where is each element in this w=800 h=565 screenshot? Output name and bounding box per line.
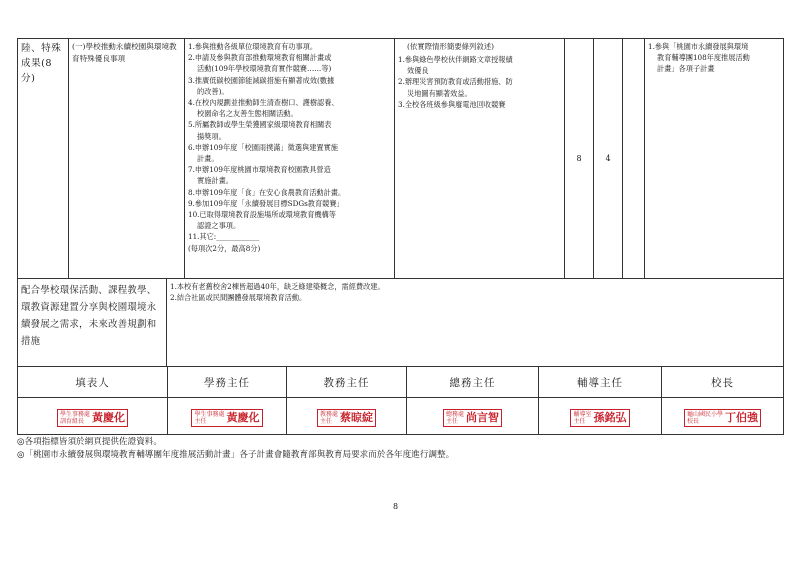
criteria-list bbox=[185, 39, 394, 254]
evidence-title: (依實際情形簡要條列敘述) bbox=[407, 42, 495, 51]
signature-stamp-cell bbox=[18, 398, 168, 435]
evaluation-table bbox=[17, 38, 784, 279]
signature-header-row bbox=[18, 367, 784, 398]
remarks-list bbox=[645, 39, 783, 75]
signature-header: 總務主任 bbox=[407, 367, 539, 398]
evidence-item: 2.辦理災害預防教育或活動措施、防 bbox=[398, 77, 513, 87]
criteria-item: (每項次2分，最高8分) bbox=[188, 243, 261, 253]
signature-header: 填表人 bbox=[18, 367, 168, 398]
signature-stamp-cell bbox=[287, 398, 407, 435]
criteria-item: 10.已取得環境教育設施場所或環境教育機構等 bbox=[188, 210, 336, 220]
criteria-item: 認證之事項。 bbox=[197, 221, 241, 231]
signature-header: 教務主任 bbox=[287, 367, 407, 398]
plan-item: 1.本校有老舊校舍2棟皆超過40年，缺乏綠建築概念，需經費改建。 bbox=[170, 282, 385, 291]
signature-stamp-cell bbox=[662, 398, 784, 435]
evidence-list bbox=[395, 52, 564, 110]
evidence-item: 災地圖有顯著效益。 bbox=[407, 88, 472, 98]
row-label: 陸、特殊成果(8分) bbox=[18, 39, 69, 279]
score-b: 4 bbox=[594, 39, 623, 279]
criteria-item: 1.參與推動各級單位環境教育有功事項。 bbox=[188, 42, 318, 51]
empty-cell bbox=[623, 39, 645, 279]
criteria-item: 7.申辦109年度桃園市環境教育校園教具營造 bbox=[188, 165, 331, 175]
evidence-item: 1.參與綠色學校伙伴網路文章授報績 bbox=[398, 55, 513, 64]
criteria-item: 計畫。 bbox=[197, 154, 219, 164]
criteria-cell bbox=[185, 39, 395, 279]
criteria-item: 2.申請及參與教育部推動環境教育相關計畫或 bbox=[188, 53, 332, 63]
criteria-item: 6.申辦109年度「校園雨撲滿」徵選與建置實施 bbox=[188, 142, 338, 152]
criteria-item: 4.在校內規劃並推動師生清查樹口、護樹認養、 bbox=[188, 98, 339, 108]
signature-stamp-cell bbox=[539, 398, 662, 435]
plan-table bbox=[17, 278, 784, 367]
criteria-item: 實施計畫。 bbox=[197, 176, 233, 186]
signature-table bbox=[17, 366, 784, 435]
plan-label: 配合學校環保活動、課程教學、環教資源建置分享與校園環境永續發展之需求，未來改善規劃和措施 bbox=[18, 279, 167, 367]
seal-stamp: 總務處 主任 尚言智 bbox=[443, 409, 502, 427]
criteria-item: 5.所屬教師或學生榮獲國家級環境教育相關表 bbox=[188, 120, 332, 130]
criteria-item: 8.申辦109年度「食」在安心食農教育活動計畫。 bbox=[188, 187, 346, 197]
notes bbox=[17, 436, 454, 462]
seal-stamp: 教務處 主任 蔡晾綻 bbox=[317, 409, 376, 427]
remarks-cell bbox=[645, 39, 784, 279]
criteria-item: 3.推廣低碳校園節能減碳措施有顯著成效(數據 bbox=[188, 75, 335, 85]
criteria-item: 揚獎項。 bbox=[197, 131, 226, 141]
seal-stamp: 輔導室 主任 孫銘弘 bbox=[570, 409, 629, 427]
remark-item: 1.參與「桃園市永續發展與環境 bbox=[648, 42, 749, 51]
category-cell: (一)學校推動永續校園與環境教育特殊優良事項 bbox=[69, 39, 185, 279]
signature-header: 學務主任 bbox=[168, 367, 287, 398]
criteria-item: 11.其它:____________ bbox=[188, 232, 260, 242]
seal-stamp: 學生事務處 主任 黃慶化 bbox=[191, 409, 262, 427]
criteria-item: 校園命名之友善生態相關活動。 bbox=[197, 109, 298, 119]
plan-list bbox=[167, 279, 783, 303]
remark-item: 教育輔導團108年度推展活動 bbox=[657, 53, 750, 63]
seal-stamp: 學生事務處 訓育組長 黃慶化 bbox=[57, 409, 128, 427]
note-1: ◎各項指標皆須於網頁提供佐證資料。 bbox=[17, 437, 162, 447]
signature-stamp-cell bbox=[168, 398, 287, 435]
signature-stamp-cell bbox=[407, 398, 539, 435]
page-number: 8 bbox=[393, 502, 399, 511]
signature-header: 輔導主任 bbox=[539, 367, 662, 398]
signature-stamp-row bbox=[18, 398, 784, 435]
evidence-cell bbox=[395, 39, 565, 279]
criteria-item: 活動(109年學校環境教育實作競賽……等) bbox=[197, 64, 332, 74]
seal-stamp: 龜山國民小學 校長 丁伯強 bbox=[684, 409, 761, 427]
evidence-item: 效優良 bbox=[407, 66, 429, 76]
remark-item: 計畫」各項子計畫 bbox=[657, 64, 715, 74]
score-a: 8 bbox=[565, 39, 594, 279]
evidence-item: 3.全校各班級參與廢電池回收競賽 bbox=[398, 99, 506, 109]
criteria-item: 的改善)。 bbox=[197, 86, 229, 96]
criteria-item: 9.參加109年度「永續發展目標SDGs教育競賽」 bbox=[188, 198, 344, 208]
plan-item: 2.結合社區或民間團體發展環境教育活動。 bbox=[170, 293, 307, 303]
signature-header: 校長 bbox=[662, 367, 784, 398]
plan-row bbox=[18, 279, 784, 367]
note-2: ◎「桃園市永續發展與環境教育輔導團年度推展活動計畫」各子計畫會隨教育部與教育局要求而於各年度進行調整。 bbox=[17, 450, 455, 460]
special-achievement-row bbox=[18, 39, 784, 279]
plan-content bbox=[167, 279, 784, 367]
